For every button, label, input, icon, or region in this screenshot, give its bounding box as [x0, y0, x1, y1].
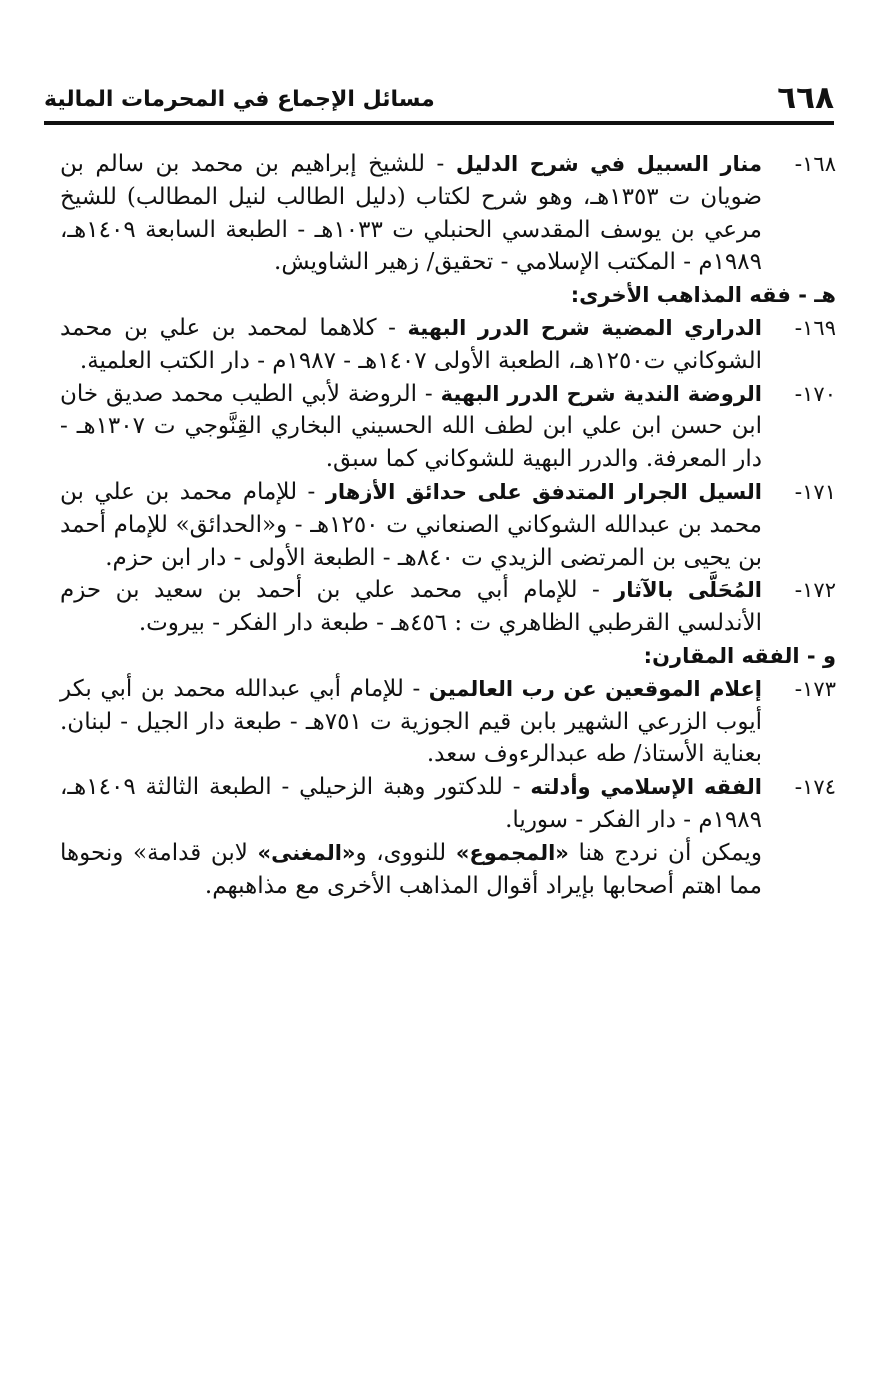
entry-title: الفقه الإسلامي وأدلته [530, 775, 762, 800]
closing-note [60, 837, 836, 903]
entry-title: الروضة الندية شرح الدرر البهية [440, 381, 763, 406]
bibliography-entry-168 [60, 148, 836, 279]
note-text: للنووى، و [355, 839, 456, 866]
bibliography-list [60, 148, 836, 902]
entry-title: الدراري المضية شرح الدرر البهية [407, 315, 762, 340]
entry-text: - الروضة لأبي الطيب محمد صديق خان ابن حسن ابن علي ابن لطف الله الحسيني البخاري القِنَّوجي ت ١٣٠٧هـ - دار المعرفة. والدرر البهية للشوكاني كما سبق. [60, 380, 762, 473]
page-number: ٦٦٨ [777, 80, 834, 116]
entry-text: - للشيخ إبراهيم بن محمد بن سالم بن ضويان ت ١٣٥٣هـ، وهو شرح لكتاب (دليل الطالب لنيل المطالب) للشيخ مرعي بن يوسف المقدسي الحنبلي ت ١٠٣٣هـ - الطبعة السابعة ١٤٠٩هـ، ١٩٨٩م - المكتب الإسلامي - تحقيق/ زهير الشاويش. [60, 151, 762, 276]
entry-number: ١٦٩- [794, 315, 836, 340]
note-text: لابن قدامة» ونحوها مما اهتم أصحابها بإيراد أقوال المذاهب الأخرى مع مذاهبهم. [60, 839, 762, 899]
entry-text: - للإمام أبي محمد علي بن أحمد بن سعيد بن حزم الأندلسي القرطبي الظاهري ت : ٤٥٦هـ - طبعة دار الفكر - بيروت. [60, 577, 762, 637]
note-book-title: «المجموع» [455, 840, 569, 865]
bibliography-entry-170 [60, 378, 836, 476]
bibliography-entry-174 [60, 771, 836, 837]
entry-number: ١٦٨- [794, 152, 836, 176]
note-text: ويمكن أن نردج هنا [568, 839, 762, 866]
bibliography-entry-173 [60, 673, 836, 771]
entry-number: ١٧٢- [794, 578, 836, 603]
entry-text: - كلاهما لمحمد بن علي بن محمد الشوكاني ت١٢٥٠هـ، الطعبة الأولى ١٤٠٧هـ - ١٩٨٧م - دار الكتب العلمية. [60, 314, 762, 374]
section-heading-comparative-fiqh: و - الفقه المقارن: [643, 643, 836, 668]
note-book-title: «المغنى» [257, 840, 356, 865]
header-rule [44, 121, 834, 125]
bibliography-entry-172 [60, 574, 836, 640]
entry-title: المُحَلَّى بالآثار [614, 578, 762, 603]
entry-text: - للإمام محمد بن علي بن محمد بن عبدالله الشوكاني الصنعاني ت ١٢٥٠هـ - و«الحدائق» للإمام أحمد بن يحيى بن المرتضى الزيدي ت ٨٤٠هـ - الطبعة الأولى - دار ابن حزم. [60, 478, 762, 571]
entry-text: - للدكتور وهبة الزحيلي - الطبعة الثالثة ١٤٠٩هـ، ١٩٨٩م - دار الفكر - سوريا. [60, 774, 762, 833]
bibliography-entry-171 [60, 476, 836, 574]
bibliography-entry-169 [60, 312, 836, 378]
entry-title: السيل الجرار المتدفق على حدائق الأزهار [325, 479, 762, 504]
entry-number: ١٧٤- [794, 775, 836, 800]
entry-text: - للإمام أبي عبدالله محمد بن أبي بكر أيوب الزرعي الشهير بابن قيم الجوزية ت ٧٥١هـ - طبعة دار الجيل - لبنان. بعناية الأستاذ/ طه عبدالرءوف سعد. [60, 675, 763, 768]
running-title: مسائل الإجماع في المحرمات المالية [44, 87, 435, 112]
entry-title: منار السبيل في شرح الدليل [455, 152, 762, 176]
entry-title: إعلام الموقعين عن رب العالمين [428, 676, 763, 701]
page-header [44, 70, 834, 118]
entry-number: ١٧٠- [794, 381, 836, 406]
section-heading-other-madhhabs: هـ - فقه المذاهب الأخرى: [570, 283, 836, 308]
entry-number: ١٧١- [794, 479, 836, 504]
entry-number: ١٧٣- [794, 676, 836, 701]
